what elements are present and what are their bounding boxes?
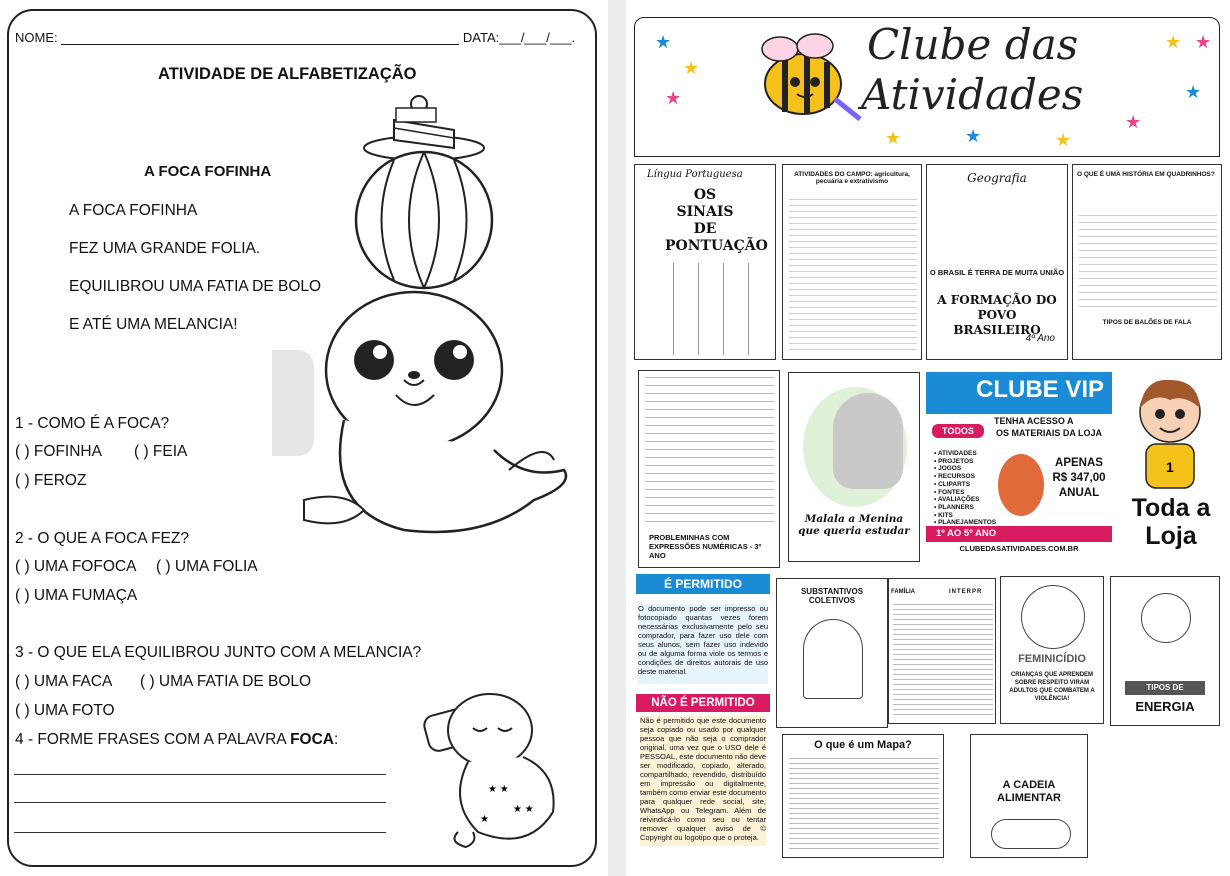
star-icon: ★	[885, 128, 902, 148]
product-thumb-malala[interactable]	[788, 372, 920, 562]
seal-illustration	[284, 90, 584, 550]
q4-prefix: 4 - FORME FRASES COM A PALAVRA	[15, 731, 291, 748]
product-thumb-cadeia[interactable]	[970, 734, 1088, 858]
thumb-label: FAMÍLIA	[891, 589, 915, 595]
product-toda-loja[interactable]	[1116, 372, 1226, 562]
thumb-title: O que é um Mapa?	[814, 739, 912, 751]
vip-item: • PROJETOS	[934, 457, 974, 465]
q1-option-b[interactable]: ( ) FEIA	[134, 443, 188, 460]
nao-permitido-title: NÃO É PERMITIDO	[636, 694, 770, 712]
q3-question: 3 - O QUE ELA EQUILIBROU JUNTO COM A MELANCIA?	[15, 644, 422, 661]
thumb-title: A FORMAÇÃO DO POVO BRASILEIRO	[937, 293, 1057, 337]
star-icon: ★	[1185, 82, 1202, 102]
q4-keyword: FOCA	[290, 731, 334, 748]
star-icon: ★	[1125, 112, 1142, 132]
vip-item: • PLANEJAMENTOS	[934, 519, 997, 527]
brand-banner	[634, 17, 1220, 157]
thumb-illustration	[803, 619, 863, 699]
nao-permitido-text: Não é permitido que este documento seja copiado ou usado por qualquer pessoa que não seja o comprador original, uma vez que o USO dele é PESSOAL, este documento não deve ser modificado, copiado, alterado, compartilhado, revendido, distribuído em impressão ou digitalmente, também como enviar este documento para qualquer rede social, site, WhatsApp ou Telegram. Além de reivindicá-lo como seu ou tentar remover qualquer aviso de © Copyright ou logotipo que o proteja.	[640, 716, 766, 846]
q3-option-a[interactable]: ( ) UMA FACA	[15, 673, 113, 690]
boy-mascot-icon	[1124, 372, 1216, 492]
worksheet-page	[0, 0, 607, 876]
name-line	[61, 44, 459, 45]
worksheet-header	[15, 30, 590, 45]
thumb-title: OS SINAIS DE PONTUAÇÃO	[665, 187, 768, 254]
product-thumb-feminicidio[interactable]	[1000, 576, 1104, 724]
vip-grades: 1º AO 5º ANO	[926, 526, 1112, 542]
poem-line-1: A FOCA FOFINHA	[69, 202, 198, 219]
star-icon: ★	[965, 126, 982, 146]
vip-site: CLUBEDASATIVIDADES.COM.BR	[959, 544, 1079, 553]
thumb-title: ATIVIDADES DO CAMPO: agricultura, pecuária e extrativismo	[794, 171, 910, 185]
poem-title: A FOCA FOFINHA	[144, 163, 272, 180]
brand-line-2: Atividades	[861, 70, 1084, 119]
thumb-subject: Língua Portuguesa	[647, 169, 743, 180]
answer-line-2[interactable]	[14, 802, 386, 803]
vip-item: • RECURSOS	[934, 473, 975, 481]
star-icon: ★	[683, 58, 700, 78]
product-thumb-mapa[interactable]	[782, 734, 944, 858]
product-thumb-energia[interactable]	[1110, 576, 1220, 726]
vip-title: CLUBE VIP	[976, 376, 1105, 403]
thumb-subject: Geografia	[967, 171, 1027, 185]
answer-line-3[interactable]	[14, 832, 386, 833]
q1-option-a[interactable]: ( ) FOFINHA	[15, 443, 102, 460]
svg-text:★ ★: ★ ★	[513, 804, 534, 815]
thumb-illustration	[1021, 585, 1085, 649]
page-tab-shape	[272, 350, 314, 456]
product-thumb-campo[interactable]	[782, 164, 922, 360]
q3-option-c[interactable]: ( ) UMA FOTO	[15, 702, 115, 719]
product-thumb-coletivos[interactable]	[776, 578, 888, 728]
thumb-title: A CADEIA ALIMENTAR	[997, 779, 1061, 804]
q4-question	[15, 731, 338, 749]
vip-subtitle-1: TENHA ACESSO A	[994, 416, 1074, 426]
vip-item: • JOGOS	[934, 465, 962, 473]
page-divider	[608, 0, 626, 876]
product-thumb-expressoes[interactable]	[638, 370, 780, 568]
permitido-text: O documento pode ser impresso ou fotocopiado quantas vezes forem necessárias exclusivamente pelo seu comprador, para fazer uso dele com seus alunos, sem fazer uso indevido ou de alguma forma viole os termos e condições de direitos autorais de uso deste material.	[638, 604, 768, 684]
star-icon: ★	[655, 32, 672, 52]
vip-item: • CLIPARTS	[934, 480, 971, 488]
thumb-subtitle: TIPOS DE BALÕES DE FALA	[1102, 319, 1192, 326]
q3-option-b[interactable]: ( ) UMA FATIA DE BOLO	[140, 673, 312, 690]
poem-line-2: FEZ UMA GRANDE FOLIA.	[69, 240, 261, 257]
thumb-title-b: ENERGIA	[1135, 699, 1195, 714]
answer-line-1[interactable]	[14, 774, 386, 775]
vip-item: • PLANNERS	[934, 503, 974, 511]
bee-mascot-icon	[755, 24, 865, 124]
brand-line-1: Clube das	[867, 20, 1079, 69]
star-icon: ★	[1055, 130, 1072, 150]
vip-item: • KITS	[934, 511, 953, 519]
sleeping-seal-illustration	[418, 682, 568, 852]
thumb-grade: 4º Ano	[1025, 333, 1055, 344]
thumb-body	[645, 377, 775, 529]
thumb-grid	[649, 263, 763, 355]
catalog-page	[626, 0, 1230, 876]
vip-period: ANUAL	[1058, 487, 1100, 499]
vip-subtitle-2: OS MATERIAIS DA LOJA	[996, 428, 1103, 438]
thumb-body	[789, 757, 939, 853]
name-label: NOME:	[15, 30, 58, 45]
vip-item: • AVALIAÇÕES	[934, 496, 980, 504]
vip-item: • ATIVIDADES	[934, 450, 977, 457]
thumb-title: PROBLEMINHAS COM EXPRESSÕES NUMÉRICAS - 3º ANO	[649, 533, 762, 560]
svg-text:★ ★: ★ ★	[488, 784, 509, 795]
thumb-title: INTERPR	[949, 589, 983, 595]
worksheet-title: ATIVIDADE DE ALFABETIZAÇÃO	[158, 65, 417, 83]
vip-price-block	[1048, 456, 1110, 501]
permitido-title: É PERMITIDO	[636, 574, 770, 594]
svg-text:1: 1	[1166, 459, 1174, 475]
thumb-title: SUBSTANTIVOS COLETIVOS	[800, 587, 864, 605]
product-thumb-povo[interactable]	[926, 164, 1068, 360]
q2-question: 2 - O QUE A FOCA FEZ?	[15, 530, 189, 547]
vip-tag: TODOS	[932, 424, 984, 438]
store-label: Toda a Loja	[1131, 494, 1211, 550]
svg-text:★: ★	[480, 814, 489, 825]
product-clube-vip[interactable]	[926, 372, 1112, 562]
thumb-illustration	[1141, 593, 1191, 643]
vip-item: • FONTES	[934, 488, 965, 496]
product-thumb-interpretacao[interactable]	[888, 578, 996, 724]
vip-girl-illustration	[998, 454, 1044, 516]
star-icon: ★	[1195, 32, 1212, 52]
thumb-title-a: TIPOS DE	[1125, 681, 1205, 695]
thumb-illustration	[991, 819, 1071, 849]
q2-option-c[interactable]: ( ) UMA FUMAÇA	[15, 587, 138, 604]
star-icon: ★	[665, 88, 682, 108]
product-thumb-pontuacao[interactable]	[634, 164, 776, 360]
thumb-body	[1079, 215, 1217, 313]
thumb-title: O QUE É UMA HISTÓRIA EM QUADRINHOS?	[1077, 171, 1215, 178]
vip-price: R$ 347,00	[1052, 472, 1106, 484]
product-thumb-quadrinhos[interactable]	[1072, 164, 1222, 360]
thumb-body	[893, 601, 993, 719]
poem-line-3: EQUILIBROU UMA FATIA DE BOLO	[69, 278, 322, 295]
vip-item-list	[934, 450, 996, 527]
star-icon: ★	[1165, 32, 1182, 52]
q4-suffix: :	[333, 731, 339, 748]
thumb-title: Malala a Menina que queria estudar	[798, 513, 910, 537]
q2-option-a[interactable]: ( ) UMA FOFOCA	[15, 558, 137, 575]
q2-option-b[interactable]: ( ) UMA FOLIA	[156, 558, 258, 575]
vip-price-label: APENAS	[1055, 457, 1103, 469]
thumb-body	[789, 195, 917, 355]
date-label: DATA:___/___/___.	[462, 30, 576, 45]
thumb-subtitle: CRIANÇAS QUE APRENDEM SOBRE RESPEITO VIRAM ADULTOS QUE COMBATEM A VIOLÊNCIA!	[1009, 672, 1095, 702]
q1-question: 1 - COMO É A FOCA?	[15, 415, 170, 432]
thumb-title: FEMINICÍDIO	[1018, 653, 1086, 665]
thumb-subtitle: O BRASIL É TERRA DE MUITA UNIÃO	[929, 268, 1065, 277]
q1-option-c[interactable]: ( ) FEROZ	[15, 472, 87, 489]
thumb-portrait	[833, 393, 903, 489]
poem-line-4: E ATÉ UMA MELANCIA!	[69, 316, 238, 333]
